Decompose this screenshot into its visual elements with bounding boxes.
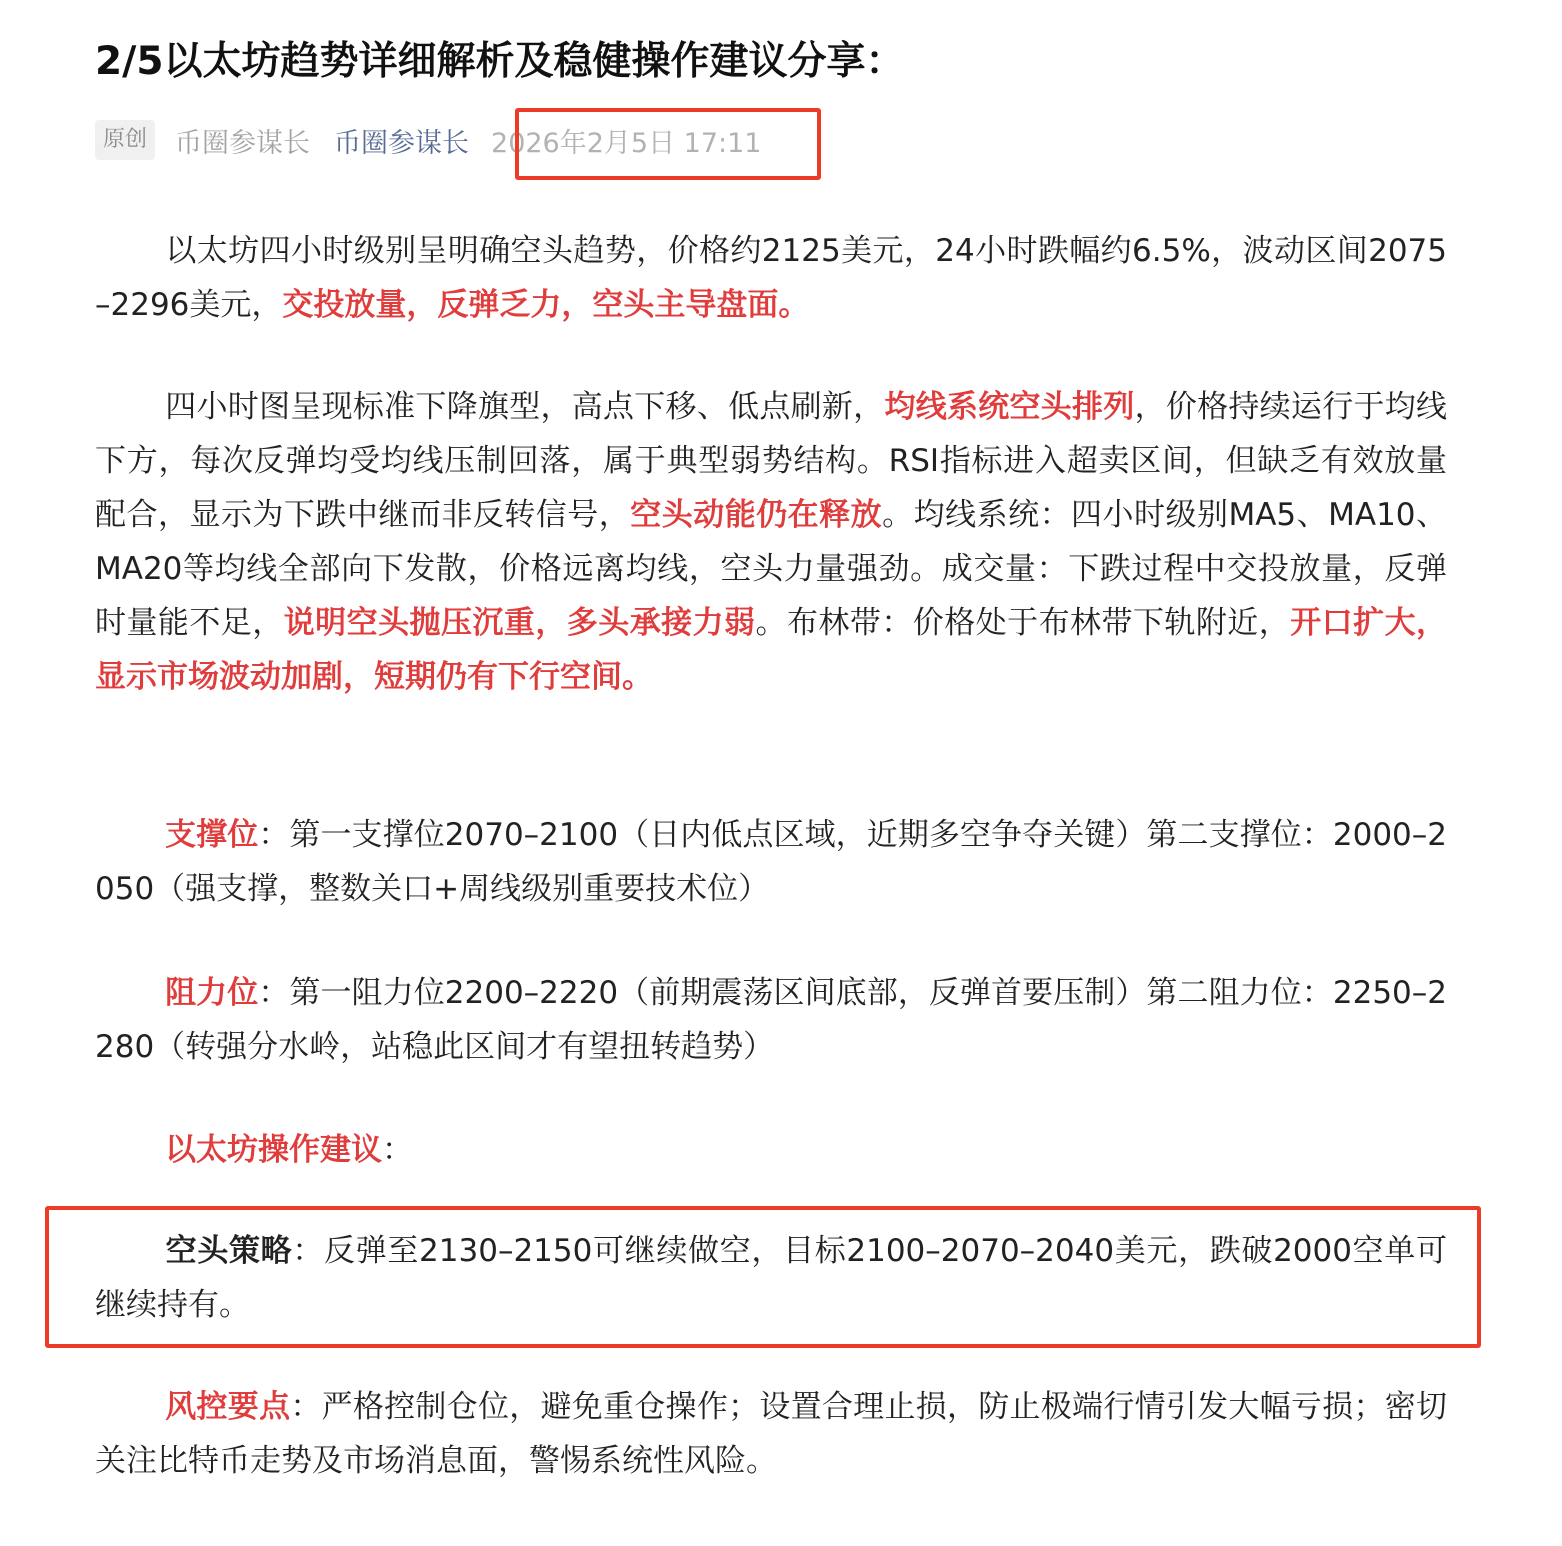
strategy-label: 空头策略: [165, 1233, 293, 1269]
analysis-text-2: ，价格持续运行于均线下方，每次反弹均受均线压制回落，属于典型弱势结构。RSI指标进入超卖区间，但缺乏有效放量配合，显示为下跌中继而非反转信号，: [95, 389, 1448, 533]
paragraph-resistance: [95, 966, 1447, 1074]
date-highlight-box: [515, 108, 821, 180]
analysis-text-1: 四小时图呈现标准下降旗型，高点下移、低点刷新，: [165, 389, 885, 425]
support-text: ：第一支撑位2070–2100（日内低点区域，近期多空争夺关键）第二支撑位：2000–2050（强支撑，整数关口+周线级别重要技术位）: [95, 817, 1447, 907]
analysis-highlight-1: 均线系统空头排列: [884, 389, 1135, 425]
paragraph-advice-heading: [95, 1123, 1447, 1177]
analysis-highlight-3: 说明空头抛压沉重，多头承接力弱: [283, 605, 756, 641]
risk-text: ：严格控制仓位，避免重仓操作；设置合理止损，防止极端行情引发大幅亏损；密切关注比特币走势及市场消息面，警惕系统性风险。: [95, 1389, 1447, 1479]
strategy-text: ：反弹至2130–2150可继续做空，目标2100–2070–2040美元，跌破2000空单可继续持有。: [95, 1233, 1447, 1323]
analysis-text-4: 。布林带：价格处于布林带下轨附近，: [755, 605, 1291, 641]
support-label: 支撑位: [165, 817, 259, 853]
strategy-highlight-box: [45, 1206, 1481, 1348]
analysis-text-3: 。均线系统：四小时级别MA5、MA10、MA20等均线全部向下发散，价格远离均线，空头力量强劲。成交量：下跌过程中交投放量，反弹时量能不足，: [95, 497, 1448, 641]
resistance-text: ：第一阻力位2200–2220（前期震荡区间底部，反弹首要压制）第二阻力位：2250–2280（转强分水岭，站稳此区间才有望扭转趋势）: [95, 975, 1447, 1065]
paragraph-analysis: [95, 380, 1447, 704]
paragraph-overview: [95, 224, 1447, 332]
account-name-link[interactable]: 币圈参谋长: [334, 127, 470, 159]
overview-highlight: 交投放量，反弹乏力，空头主导盘面。: [282, 287, 810, 323]
author-name: 币圈参谋长: [175, 127, 311, 159]
article-title: 2/5以太坊趋势详细解析及稳健操作建议分享：: [95, 39, 905, 84]
paragraph-risk: [95, 1380, 1447, 1488]
advice-label: 以太坊操作建议: [165, 1132, 382, 1168]
advice-colon: ：: [382, 1132, 413, 1168]
resistance-label: 阻力位: [165, 975, 259, 1011]
original-badge: 原创: [95, 120, 155, 160]
paragraph-support: [95, 808, 1447, 916]
overview-text: 以太坊四小时级别呈明确空头趋势，价格约2125美元，24小时跌幅约6.5%，波动区间2075–2296美元，: [95, 233, 1447, 323]
publish-date: 2026年2月5日 17:11: [491, 127, 762, 159]
analysis-highlight-4: 开口扩大，显示市场波动加剧，短期仍有下行空间。: [95, 605, 1448, 695]
risk-label: 风控要点: [165, 1389, 291, 1425]
analysis-highlight-2: 空头动能仍在释放: [630, 497, 883, 533]
